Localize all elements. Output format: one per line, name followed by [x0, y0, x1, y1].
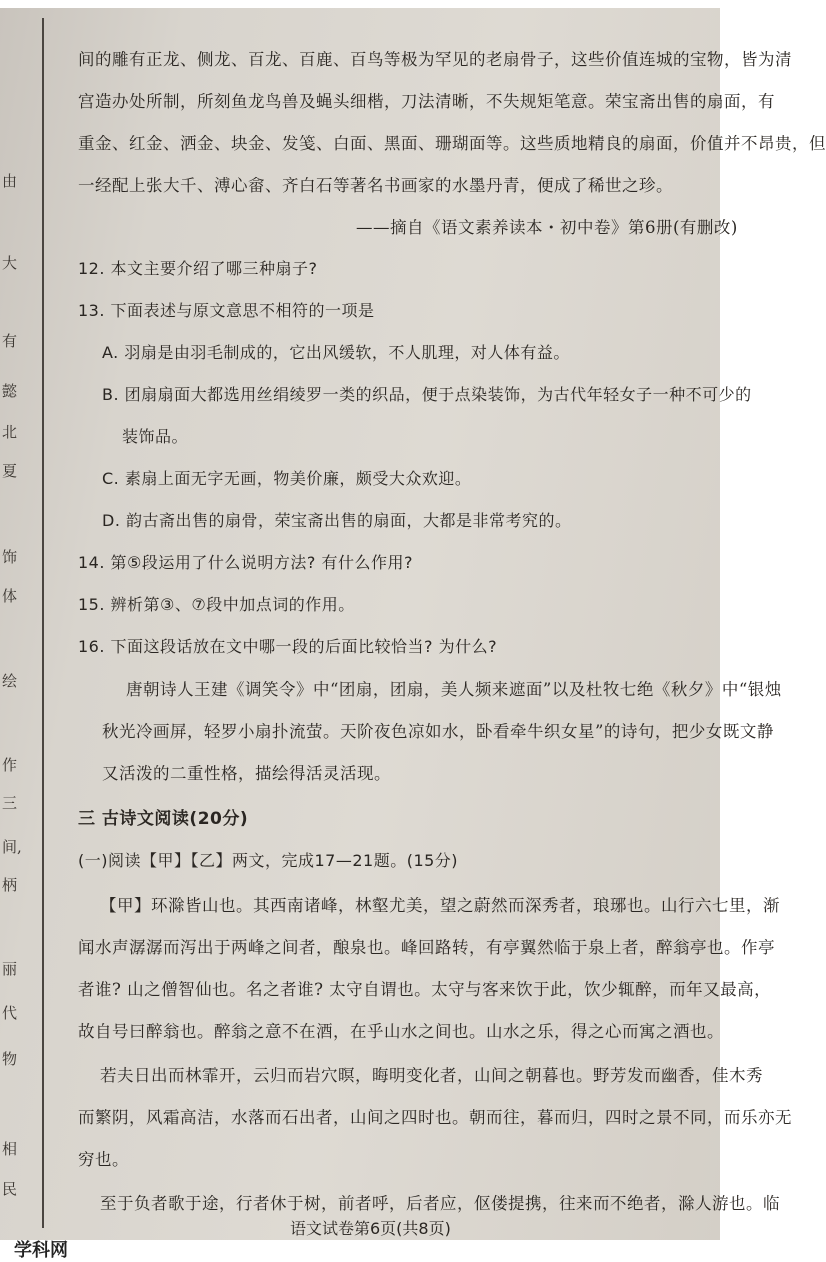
exam-paper: [0, 8, 826, 1240]
margin-char: 夏: [2, 462, 18, 480]
text-line: 又活泼的二重性格，描绘得活灵活现。: [102, 764, 391, 783]
margin-char: 民: [2, 1180, 18, 1198]
margin-char: 物: [2, 1050, 18, 1068]
margin-char: 绘: [2, 672, 18, 690]
text-line: 宫造办处所制，所刻鱼龙鸟兽及蝇头细楷，刀法清晰，不失规矩笔意。荣宝斋出售的扇面，有: [78, 92, 775, 111]
text-line: D. 韵古斋出售的扇骨，荣宝斋出售的扇面，大都是非常考究的。: [102, 511, 572, 530]
text-line: 16. 下面这段话放在文中哪一段的后面比较恰当? 为什么?: [78, 637, 498, 656]
text-line: 若夫日出而林霏开，云归而岩穴暝，晦明变化者，山间之朝暮也。野芳发而幽香，佳木秀: [100, 1066, 763, 1085]
text-line: 故自号曰醉翁也。醉翁之意不在酒，在乎山水之间也。山水之乐，得之心而寓之酒也。: [78, 1022, 724, 1041]
margin-char: 饰: [2, 548, 18, 566]
margin-rule: [42, 18, 44, 1228]
text-line: ——摘自《语文素养读本・初中卷》第6册(有删改): [356, 218, 738, 237]
text-line: 14. 第⑤段运用了什么说明方法? 有什么作用?: [78, 553, 413, 572]
margin-char: 间,: [2, 838, 22, 856]
text-line: 而繁阴，风霜高洁，水落而石出者，山间之四时也。朝而往，暮而归，四时之景不同，而乐亦无: [78, 1108, 792, 1127]
watermark-logo: 学科网: [14, 1240, 68, 1261]
text-line: 至于负者歌于途，行者休于树，前者呼，后者应，伛偻提携，往来而不绝者，滁人游也。临: [100, 1194, 780, 1213]
text-line: 间的雕有正龙、侧龙、百龙、百鹿、百鸟等极为罕见的老扇骨子，这些价值连城的宝物，皆为清: [78, 50, 792, 69]
text-line: (一)阅读【甲】【乙】两文，完成17—21题。(15分): [78, 851, 459, 870]
margin-char: 作: [2, 756, 18, 774]
margin-char: 由: [2, 172, 18, 190]
text-line: 12. 本文主要介绍了哪三种扇子?: [78, 259, 318, 278]
text-line: B. 团扇扇面大都选用丝绢绫罗一类的织品，便于点染装饰，为古代年轻女子一种不可少的: [102, 385, 752, 404]
margin-char: 有: [2, 332, 18, 350]
text-line: 闻水声潺潺而泻出于两峰之间者，酿泉也。峰回路转，有亭翼然临于泉上者，醉翁亭也。作亭: [78, 938, 775, 957]
text-line: 三 古诗文阅读(20分): [78, 809, 249, 829]
text-line: 装饰品。: [122, 427, 189, 446]
margin-char: 相: [2, 1140, 18, 1158]
text-line: 秋光冷画屏，轻罗小扇扑流萤。天阶夜色凉如水，卧看牵牛织女星”的诗句，把少女既文静: [102, 722, 774, 741]
left-margin-fragments: [0, 8, 28, 1240]
text-line: 唐朝诗人王建《调笑令》中“团扇，团扇，美人频来遮面”以及杜牧七绝《秋夕》中“银烛: [126, 680, 782, 699]
text-line: 者谁? 山之僧智仙也。名之者谁? 太守自谓也。太守与客来饮于此，饮少辄醉，而年又最高，: [78, 980, 772, 999]
margin-char: 三: [2, 794, 18, 812]
margin-char: 丽: [2, 960, 18, 978]
text-line: 15. 辨析第③、⑦段中加点词的作用。: [78, 595, 355, 614]
page-footer: 语文试卷第6页(共8页): [290, 1219, 451, 1238]
text-line: 【甲】环滁皆山也。其西南诸峰，林壑尤美，望之蔚然而深秀者，琅琊也。山行六七里，渐: [100, 896, 780, 915]
text-line: 穷也。: [78, 1150, 129, 1169]
text-line: 一经配上张大千、溥心畲、齐白石等著名书画家的水墨丹青，便成了稀世之珍。: [78, 176, 673, 195]
margin-char: 代: [2, 1004, 18, 1022]
margin-char: 北: [2, 423, 18, 441]
margin-char: 大: [2, 254, 18, 272]
margin-char: 懿: [2, 382, 18, 400]
margin-char: 体: [2, 587, 18, 605]
text-line: 重金、红金、洒金、块金、发笺、白面、黑面、珊瑚面等。这些质地精良的扇面，价值并不昂贵，但: [78, 134, 826, 153]
text-line: 13. 下面表述与原文意思不相符的一项是: [78, 301, 375, 320]
text-line: C. 素扇上面无字无画，物美价廉，颇受大众欢迎。: [102, 469, 472, 488]
margin-char: 柄: [2, 876, 18, 894]
text-line: A. 羽扇是由羽毛制成的，它出风缓软，不人肌理，对人体有益。: [102, 343, 570, 362]
